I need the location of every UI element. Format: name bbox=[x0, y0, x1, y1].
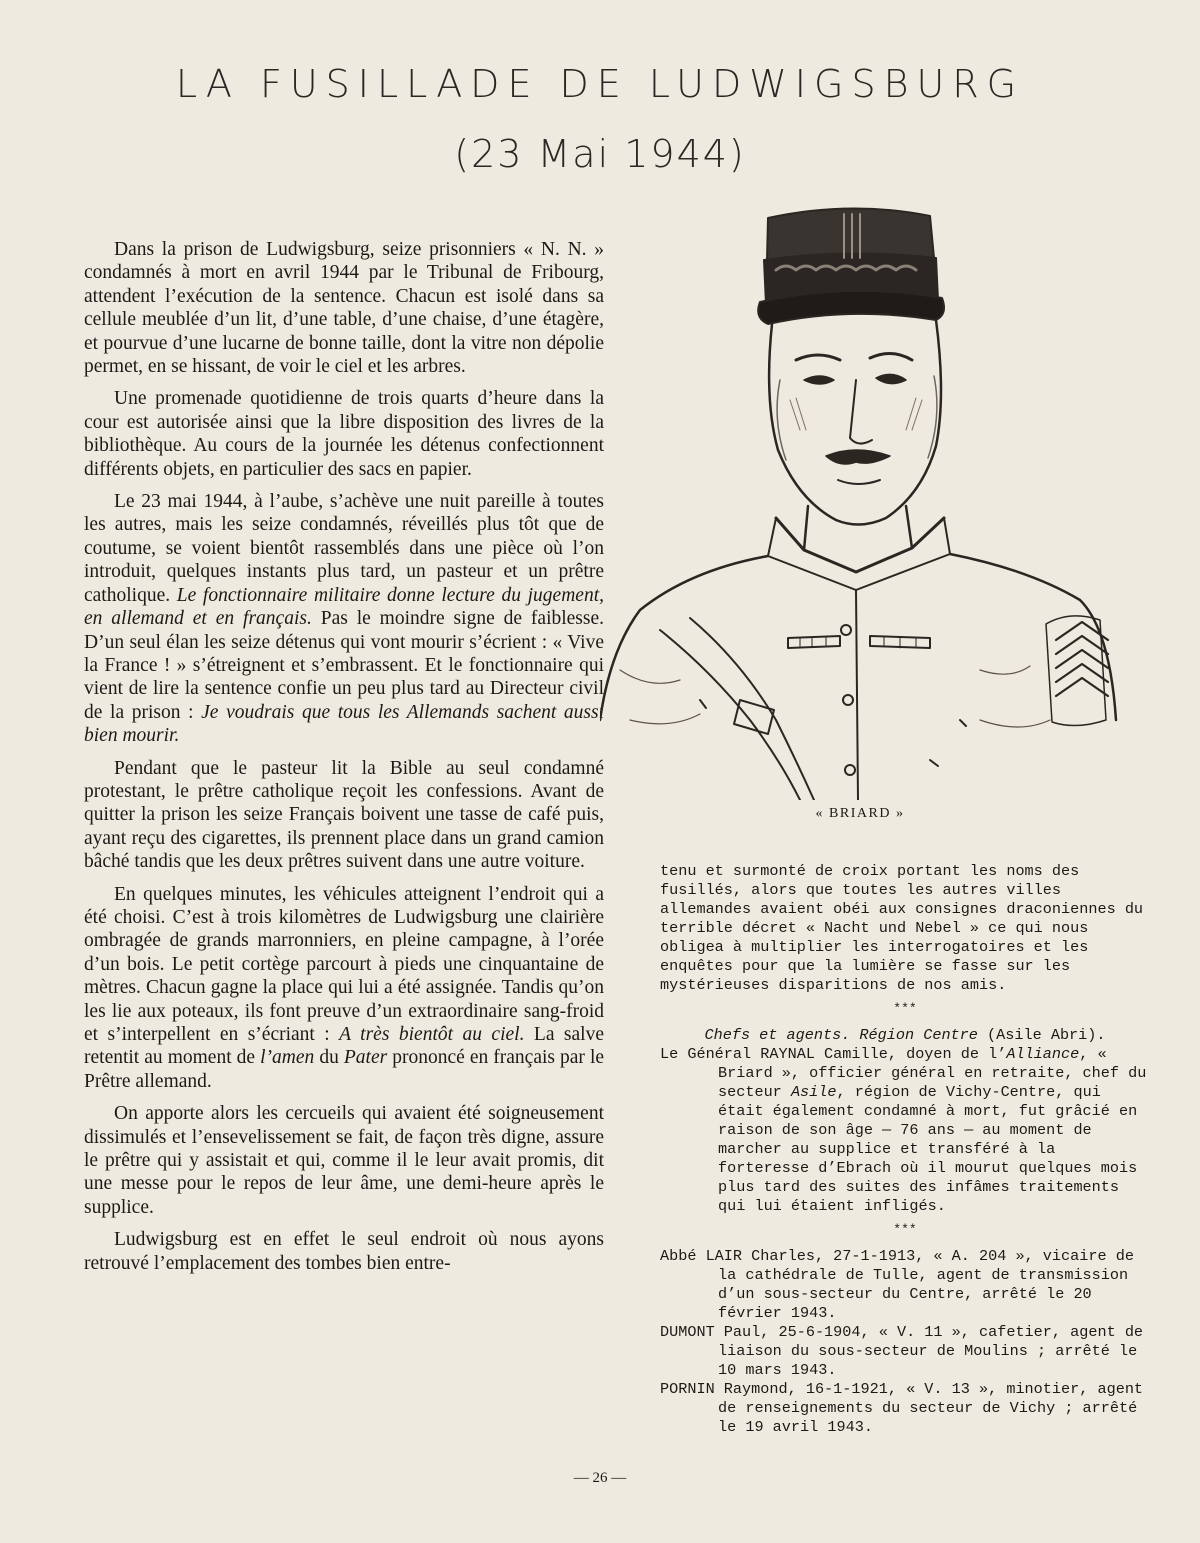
section-heading bbox=[660, 1026, 1150, 1045]
article-paragraph: Pendant que le pasteur lit la Bible au seul condamné protestant, le prêtre catholique reçoit les confessions. Avant de quitter la prison les seize Français boivent une tasse de café puis, ayant reçu des cigarettes, ils prennent place dans un grand camion bâché tandis que les deux prêtres suivent dans une autre voiture. bbox=[84, 757, 604, 873]
section-separator: *** bbox=[893, 1001, 917, 1016]
article-continuation: tenu et surmonté de croix portant les noms des fusillés, alors que toutes les autres villes allemandes avaient obéi aux consignes draconiennes du terrible décret « Nacht und Nebel » ce qui nous obligea à multiplier les interrogatoires et les enquêtes pour que la lumière se fasse sur les mystérieuses disparitions de nos amis. bbox=[660, 862, 1144, 994]
text-run: Le 23 mai 1944, à l’aube, s’achève une nuit pareille à toutes les autres, mais les seize condamnés, réveillés plus tôt que de coutume, se voient bientôt rassemblés dans une pièce où l’on introduit, quelques instants plus tard, un pasteur et un prêtre catholique. bbox=[84, 491, 604, 606]
article-paragraph: Dans la prison de Ludwigsburg, seize prisonniers « N. N. » condamnés à mort en avril 1944 par le Tribunal de Fribourg, attendent l’exécution de la sentence. Chacun est isolé dans sa cellule meublée d’un lit, d’une table, d’une chaise, d’une étagère, et pourvue d’une lucarne de bonne taille, dont la vitre non dépolie permet, en se hissant, de voir le ciel et les arbres. bbox=[84, 239, 604, 378]
section-separator: *** bbox=[893, 1222, 917, 1237]
page-title: LA FUSILLADE DE LUDWIGSBURG bbox=[175, 62, 1025, 106]
text-run: , « Briard », officier général en retraite, chef du secteur bbox=[718, 1045, 1147, 1101]
section-heading-italic: Chefs et agents. Région Centre bbox=[704, 1026, 978, 1044]
face-outline bbox=[769, 320, 941, 525]
roster-entry-dumont: DUMONT Paul, 25-6-1904, « V. 11 », cafetier, agent de liaison du sous-secteur de Moulins ; arrêté le 10 mars 1943. bbox=[660, 1323, 1144, 1379]
article-paragraph bbox=[84, 883, 604, 1094]
text-run: La salve retentit au moment de bbox=[84, 1024, 604, 1069]
roster-entry-pornin: PORNIN Raymond, 16-1-1921, « V. 13 », minotier, agent de renseignements du secteur de Vichy ; arrêté le 19 avril 1943. bbox=[660, 1380, 1144, 1436]
ribbon-bars bbox=[788, 636, 930, 648]
page-subtitle-date: (23 Mai 1944) bbox=[454, 132, 746, 176]
italic-text: A très bientôt au ciel. bbox=[339, 1024, 525, 1045]
collar bbox=[776, 518, 944, 572]
italic-text: Pater bbox=[343, 1047, 388, 1069]
portrait-illustration bbox=[600, 200, 1120, 800]
portrait-caption: « BRIARD » bbox=[815, 806, 905, 821]
moustache bbox=[826, 450, 890, 464]
text-run: du bbox=[319, 1047, 339, 1069]
roster-entry-raynal bbox=[660, 1045, 1150, 1216]
page-number: — 26 — bbox=[573, 1470, 627, 1486]
text-run: prononcé en français par le Prêtre allemand. bbox=[84, 1047, 605, 1092]
article-paragraph: Une promenade quotidienne de trois quarts d’heure dans la cour est autorisée ainsi que la libre disposition des livres de la bibliothèque. Au cours de la journée les détenus confectionnent différents objets, en particulier des sacs en papier. bbox=[84, 388, 604, 480]
article-left-column bbox=[84, 238, 604, 1284]
text-run: , région de Vichy-Centre, qui était également condamné à mort, fut grâcié en raison de son âge — 76 ans — au moment de marcher au supplice et transféré à la forteresse d’Ebrach où il mourut quelques mois plus tard des suites des infâmes traitements qui lui étaient infligés. bbox=[718, 1083, 1138, 1215]
italic-text: Le fonctionnaire militaire donne lecture du jugement, en allemand et en français. bbox=[84, 584, 604, 630]
italic-text: Je voudrais que tous les Allemands sachent aussi bien mourir. bbox=[84, 701, 605, 747]
article-paragraph bbox=[84, 490, 604, 747]
article-paragraph: On apporte alors les cercueils qui avaient été soigneusement dissimulés et l’ensevelissement se fait, de façon très digne, assure le prêtre qui y assistait et qui, comme il le leur avait promis, dit une messe pour le repos de leur âme, une demi-heure après le supplice. bbox=[84, 1103, 604, 1218]
article-paragraph: Ludwigsburg est en effet le seul endroit où nous ayons retrouvé l’emplacement des tombes bien entre- bbox=[84, 1229, 604, 1274]
italic-text: Alliance bbox=[1006, 1045, 1080, 1063]
roster-entry-lair: Abbé LAIR Charles, 27-1-1913, « A. 204 », vicaire de la cathédrale de Tulle, agent de transmission d’un sous-secteur du Centre, arrêté le 20 février 1943. bbox=[660, 1247, 1134, 1322]
text-run: Le Général RAYNAL Camille, doyen de l’ bbox=[660, 1045, 1007, 1063]
text-run: Pas le moindre signe de faiblesse. D’un seul élan les seize détenus qui vont mourir s’écrient : « Vive la France ! » s’étreignent et s’embrassent. Et le fonctionnaire qui vient de lire la sentence confie un peu plus tard au Directeur civil de la prison : bbox=[84, 608, 605, 723]
italic-text: Asile bbox=[790, 1083, 837, 1101]
text-run: En quelques minutes, les véhicules atteignent l’endroit qui a été choisi. C’est à trois kilomètres de Ludwigsburg une clairière ombragée de grands marronniers, en pleine campagne, à l’orée d’un bois. Le petit cortège parcourt à pieds une cinquantaine de mètres. Chacun gagne la place qui lui a été assignée. Tandis qu’on les lie aux poteaux, ils font preuve d’un extraordinaire sang-froid et s’interpellent en s’écriant : bbox=[84, 883, 604, 1045]
section-heading-plain: (Asile Abri). bbox=[987, 1026, 1106, 1044]
italic-text: l’amen bbox=[260, 1047, 315, 1069]
article-right-column bbox=[660, 862, 1150, 1437]
